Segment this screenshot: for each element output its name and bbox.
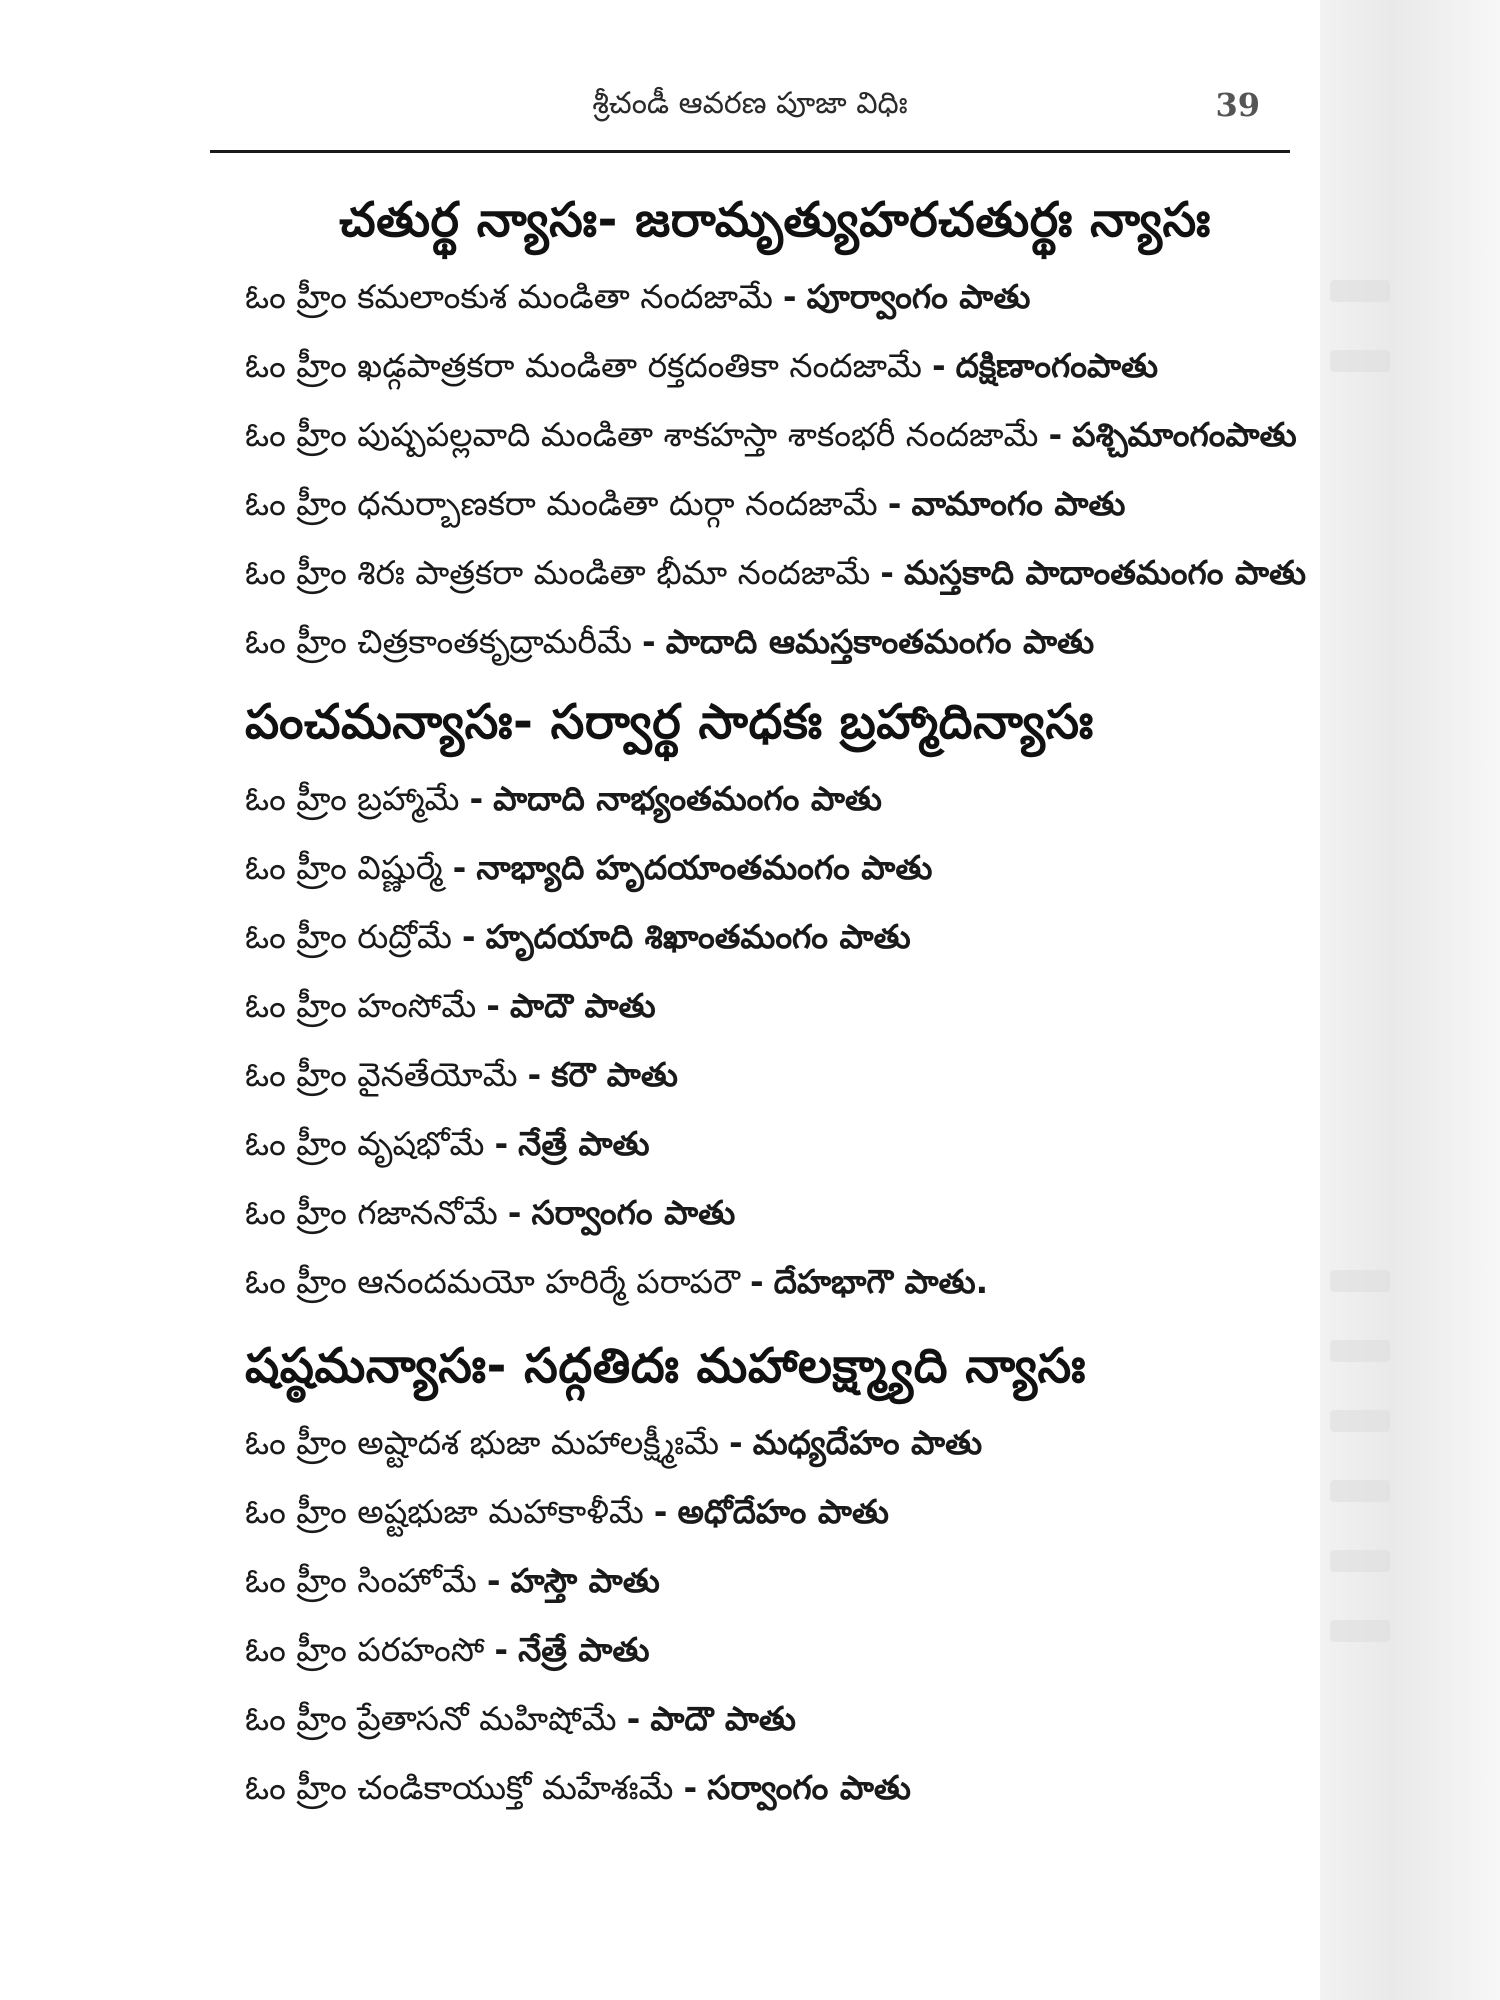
separator-dash: -	[507, 1193, 522, 1232]
mantra-text: ఓం హ్రీం అష్టభుజా మహాకాళీమే	[245, 1492, 644, 1531]
mantra-line	[245, 400, 1305, 469]
section-panchama-nyasa	[245, 680, 1305, 1316]
mantra-text: ఓం హ్రీం రుద్రోమే	[245, 917, 452, 956]
mantra-text: ఓం హ్రీం చండికాయుక్తో మహేశఃమే	[245, 1768, 674, 1807]
mantra-result: సర్వాంగం పాతు	[531, 1193, 736, 1232]
mantra-result: నేత్రే పాతు	[518, 1630, 650, 1669]
separator-dash: -	[1048, 415, 1063, 454]
facing-page-smudge	[1330, 1340, 1390, 1362]
separator-dash: -	[469, 779, 484, 818]
header-rule	[210, 150, 1290, 153]
separator-dash: -	[494, 1124, 509, 1163]
facing-page-edge	[1320, 0, 1500, 2000]
facing-page-smudge	[1330, 1550, 1390, 1572]
mantra-line	[245, 1546, 1305, 1615]
mantra-result: హస్తౌ పాతు	[510, 1561, 660, 1600]
mantra-text: ఓం హ్రీం ఆనందమయో హరిర్మే పరాపరౌ	[245, 1262, 740, 1301]
mantra-text: ఓం హ్రీం పరహంసో	[245, 1630, 485, 1669]
facing-page-smudge	[1330, 280, 1390, 302]
section-shashtama-nyasa	[245, 1324, 1305, 1822]
mantra-text: ఓం హ్రీం హంసోమే	[245, 986, 477, 1025]
mantra-list	[245, 262, 1305, 676]
separator-dash: -	[887, 484, 902, 523]
mantra-result: దేహభాగౌ పాతు.	[773, 1262, 989, 1301]
facing-page-smudge	[1330, 1270, 1390, 1292]
mantra-text: ఓం హ్రీం విష్ణుర్మే	[245, 848, 443, 887]
mantra-line	[245, 331, 1305, 400]
mantra-result: అధోదేహం పాతు	[677, 1492, 889, 1531]
mantra-line	[245, 1247, 1305, 1316]
mantra-list	[245, 764, 1305, 1316]
mantra-line	[245, 607, 1305, 676]
separator-dash: -	[782, 277, 797, 316]
mantra-result: పూర్వాంగం పాతు	[806, 277, 1031, 316]
separator-dash: -	[653, 1492, 668, 1531]
mantra-line	[245, 1477, 1305, 1546]
mantra-result: సర్వాంగం పాతు	[707, 1768, 911, 1807]
separator-dash: -	[749, 1262, 764, 1301]
mantra-text: ఓం హ్రీం బ్రహ్మామే	[245, 779, 460, 818]
separator-dash: -	[486, 1561, 501, 1600]
mantra-result: నేత్రే పాతు	[518, 1124, 650, 1163]
separator-dash: -	[880, 553, 894, 592]
mantra-result: దక్షిణాంగంపాతు	[955, 346, 1159, 385]
mantra-line	[245, 1615, 1305, 1684]
separator-dash: -	[527, 1055, 542, 1094]
mantra-result: నాభ్యాది హృదయాంతమంగం పాతు	[476, 848, 933, 887]
mantra-text: ఓం హ్రీం గజాననోమే	[245, 1193, 498, 1232]
mantra-text: ఓం హ్రీం చిత్రకాంతకృద్రామరీమే	[245, 622, 633, 661]
facing-page-smudge	[1330, 1480, 1390, 1502]
section-heading: చతుర్థ న్యాసః- జరామృత్యుహరచతుర్థః న్యాసః	[339, 192, 1211, 248]
mantra-list	[245, 1408, 1305, 1822]
page-content	[245, 178, 1305, 1822]
facing-page-smudge	[1330, 1410, 1390, 1432]
mantra-result: హృదయాది శిఖాంతమంగం పాతు	[485, 917, 911, 956]
section-heading: షష్ఠమన్యాసః- సద్గతిదః మహాలక్ష్మ్యాది న్యాసః	[245, 1338, 1086, 1394]
separator-dash: -	[683, 1768, 698, 1807]
mantra-text: ఓం హ్రీం పుష్పపల్లవాది మండితా శాకహస్తా శాకంభరీ నందజామే	[245, 415, 1039, 454]
mantra-line	[245, 1753, 1305, 1822]
mantra-line	[245, 833, 1305, 902]
page-number: 39	[1215, 86, 1260, 124]
separator-dash: -	[452, 848, 467, 887]
mantra-text: ఓం హ్రీం అష్టాదశ భుజా మహాలక్ష్మీఃమే	[245, 1423, 719, 1462]
facing-page-smudge	[1330, 350, 1390, 372]
mantra-line	[245, 469, 1305, 538]
separator-dash: -	[494, 1630, 509, 1669]
mantra-result: కరౌ పాతు	[551, 1055, 678, 1094]
mantra-result: పాదౌ పాతు	[509, 986, 656, 1025]
mantra-result: వామాంగం పాతు	[911, 484, 1126, 523]
separator-dash: -	[729, 1423, 743, 1462]
mantra-result: మస్తకాది పాదాంతమంగం పాతు	[904, 553, 1307, 592]
mantra-line	[245, 971, 1305, 1040]
mantra-line	[245, 538, 1305, 607]
mantra-line	[245, 1408, 1305, 1477]
mantra-line	[245, 1684, 1305, 1753]
section-heading: పంచమన్యాసః- సర్వార్థ సాధకః బ్రహ్మాదిన్యాసః	[245, 694, 1094, 750]
mantra-result: పాదాది నాభ్యంతమంగం పాతు	[493, 779, 882, 818]
mantra-line	[245, 1109, 1305, 1178]
mantra-text: ఓం హ్రీం ఖడ్గపాత్రకరా మండితా రక్తదంతికా నందజామే	[245, 346, 922, 385]
mantra-line	[245, 902, 1305, 971]
separator-dash: -	[626, 1699, 641, 1738]
mantra-line	[245, 1178, 1305, 1247]
mantra-line	[245, 262, 1305, 331]
facing-page-smudge	[1330, 1620, 1390, 1642]
separator-dash: -	[461, 917, 476, 956]
mantra-result: మధ్యదేహం పాతు	[752, 1423, 983, 1462]
mantra-text: ఓం హ్రీం సింహోమే	[245, 1561, 477, 1600]
mantra-result: పశ్చిమాంగంపాతు	[1072, 415, 1297, 454]
mantra-text: ఓం హ్రీం ప్రేతాసనో మహిషోమే	[245, 1699, 617, 1738]
separator-dash: -	[642, 622, 656, 661]
mantra-line	[245, 764, 1305, 833]
mantra-line	[245, 1040, 1305, 1109]
mantra-text: ఓం హ్రీం వృషభోమే	[245, 1124, 485, 1163]
mantra-text: ఓం హ్రీం ధనుర్బాణకరా మండితా దుర్గా నందజామే	[245, 484, 878, 523]
mantra-text: ఓం హ్రీం కమలాంకుశ మండితా నందజామే	[245, 277, 773, 316]
section-chaturtha-nyasa	[245, 178, 1305, 676]
running-header	[210, 78, 1290, 148]
header-title: శ్రీచండీ ఆవరణ పూజా విధిః	[592, 86, 908, 121]
separator-dash: -	[486, 986, 500, 1025]
separator-dash: -	[931, 346, 946, 385]
mantra-text: ఓం హ్రీం శిరః పాత్రకరా మండితా భీమా నందజామే	[245, 553, 871, 592]
mantra-result: పాదౌ పాతు	[650, 1699, 796, 1738]
mantra-result: పాదాది ఆమస్తకాంతమంగం పాతు	[665, 622, 1095, 661]
mantra-text: ఓం హ్రీం వైనతేయోమే	[245, 1055, 518, 1094]
